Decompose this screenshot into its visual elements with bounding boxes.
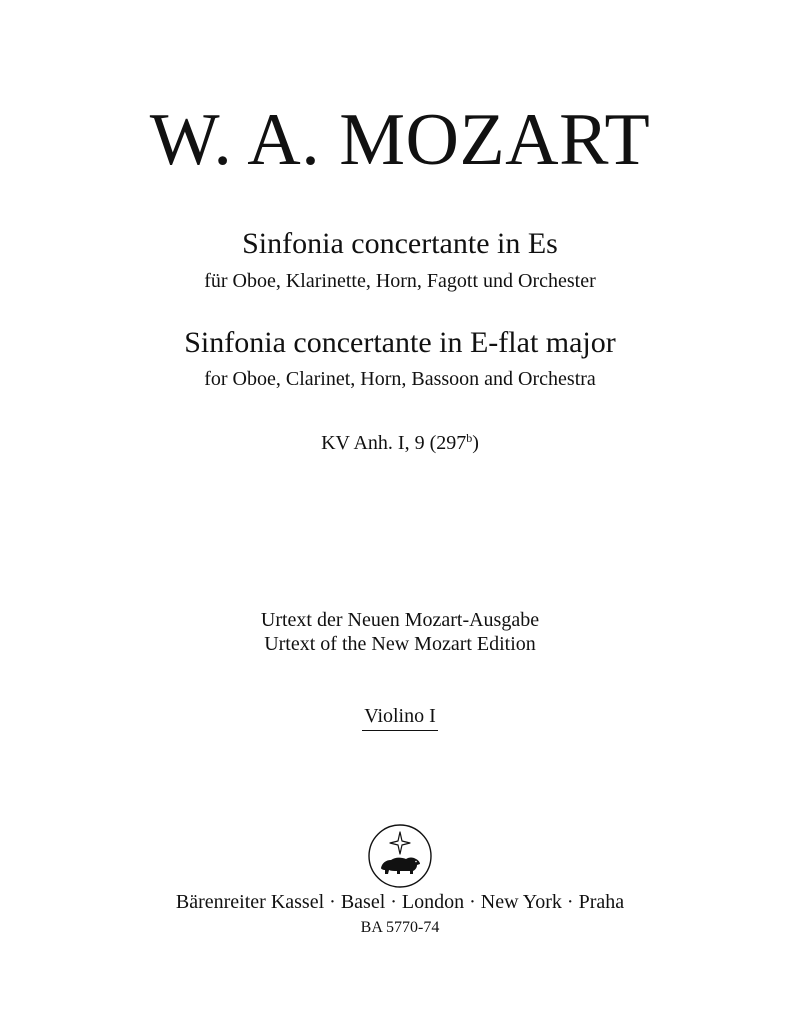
catalog-number-superscript: b <box>466 431 473 445</box>
work-title-english: Sinfonia concertante in E-flat major <box>184 326 616 359</box>
work-subtitle-german: für Oboe, Klarinette, Horn, Fagott und Orchester <box>204 270 596 292</box>
part-name <box>0 703 800 731</box>
order-number: BA 5770-74 <box>360 919 440 936</box>
composer-name: W. A. MOZART <box>149 99 651 181</box>
work-title-german: Sinfonia concertante in Es <box>242 227 558 260</box>
part-name-label: Violino I <box>362 703 438 731</box>
publisher-places: Bärenreiter Kassel · Basel · London · New York · Praha <box>175 891 625 913</box>
work-subtitle-english: for Oboe, Clarinet, Horn, Bassoon and Orchestra <box>204 368 596 390</box>
urtext-note-english: Urtext of the New Mozart Edition <box>264 633 536 655</box>
catalog-number-close: ) <box>472 432 479 454</box>
publisher-logo-icon <box>367 823 433 889</box>
urtext-note-german: Urtext der Neuen Mozart-Ausgabe <box>260 609 540 631</box>
catalog-number-main: KV Anh. I, 9 (297 <box>321 432 467 454</box>
catalog-number <box>0 430 800 456</box>
